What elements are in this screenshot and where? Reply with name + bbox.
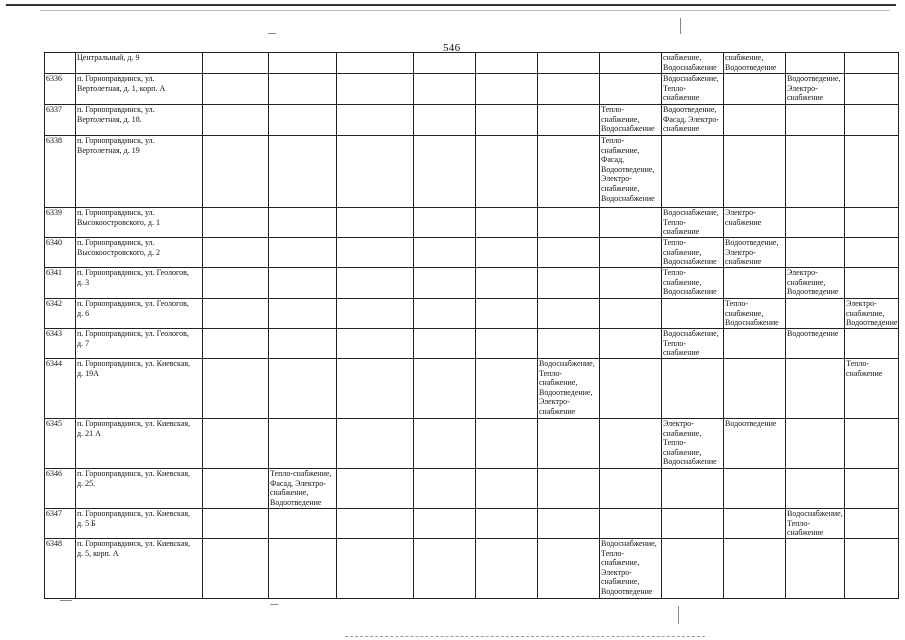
row-number: 6346 [45, 469, 76, 509]
work-type-cell [203, 509, 269, 539]
address-cell: Центральный, д. 9 [76, 53, 203, 74]
work-type-cell [845, 136, 899, 208]
work-type-cell: Водоснабжение, Тепло- снабжение [787, 509, 843, 538]
work-type-cell [337, 539, 414, 599]
work-type-cell [724, 268, 786, 299]
work-type-cell [845, 238, 899, 268]
work-type-cell [845, 208, 899, 238]
work-type-cell [269, 539, 337, 599]
work-type-cell [414, 74, 476, 105]
work-type-cell [600, 208, 662, 238]
table-row [45, 539, 899, 599]
work-type-cell [476, 359, 538, 419]
address-cell: п. Горноправдинск, ул. Геологов, д. 6 [76, 299, 203, 329]
work-type-cell [845, 469, 899, 509]
address-cell: п. Горноправдинск, ул. Киевская, д. 21 А [76, 419, 203, 469]
work-type-cell [786, 299, 845, 329]
work-type-cell [538, 509, 600, 539]
work-type-cell [845, 419, 899, 469]
work-type-cell [476, 74, 538, 105]
row-number: 6342 [45, 299, 76, 329]
work-type-cell: Электро- снабжение, Водоотведение [846, 299, 898, 328]
work-type-cell [269, 74, 337, 105]
work-type-cell [414, 419, 476, 469]
work-type-cell [600, 329, 662, 359]
work-type-cell [269, 105, 337, 136]
work-type-cell [662, 136, 724, 208]
work-type-cell [724, 74, 786, 105]
row-number: 6339 [45, 208, 76, 238]
work-type-cell [600, 419, 662, 469]
work-type-cell [337, 268, 414, 299]
work-type-cell [786, 238, 845, 268]
work-type-cell [724, 136, 786, 208]
work-type-cell: Водоснабжение, Тепло- снабжение [662, 74, 724, 105]
address-cell: п. Горноправдинск, ул. Высокоостровского, д. 1 [76, 208, 203, 238]
work-type-cell [414, 136, 476, 208]
work-type-cell [337, 136, 414, 208]
work-type-cell [476, 539, 538, 599]
row-number: 6344 [45, 359, 76, 419]
address-cell: п. Горноправдинск, ул. Геологов, д. 3 [76, 268, 203, 299]
work-type-cell [337, 359, 414, 419]
work-type-cell [538, 268, 600, 299]
work-type-cell [414, 208, 476, 238]
address-cell: п. Горноправдинск, ул. Высокоостровского, д. 2 [76, 238, 203, 268]
table-row [45, 208, 899, 238]
work-type-cell [203, 419, 269, 469]
work-type-cell [337, 469, 414, 509]
work-type-cell [476, 419, 538, 469]
work-type-cell [786, 419, 845, 469]
work-type-cell [600, 359, 662, 419]
work-type-cell [786, 359, 845, 419]
address-cell: п. Горноправдинск, ул. Киевская, д. 5 Б [76, 509, 203, 539]
work-type-cell [203, 268, 269, 299]
work-type-cell: снабжение, Водоснабжение [662, 53, 724, 74]
address-cell: п. Горноправдинск, ул. Киевская, д. 25. [76, 469, 203, 509]
work-type-cell [845, 509, 899, 539]
work-type-cell: Тепло- снабжение, Фасад, Водоотведение, Электро- снабжение, Водоснабжение [600, 136, 662, 208]
work-type-cell [414, 299, 476, 329]
address-cell: п. Горноправдинск, ул. Геологов, д. 7 [76, 329, 203, 359]
work-type-cell: Водоотведение [724, 419, 786, 469]
work-type-cell [538, 419, 600, 469]
work-type-cell [269, 329, 337, 359]
work-type-cell [203, 136, 269, 208]
top-thin-line [40, 10, 890, 11]
work-type-cell: Водоснабжение, Тепло- снабжение, Водоотведение, Электро- снабжение [538, 359, 600, 419]
work-type-cell [337, 509, 414, 539]
table-row [45, 53, 899, 74]
scan-artifact [268, 33, 276, 34]
work-type-cell [269, 419, 337, 469]
work-type-cell: Тепло-снабжение, Фасад, Электро- снабжение, Водоотведение [269, 469, 337, 509]
work-type-cell [269, 509, 337, 539]
work-type-cell [538, 53, 600, 74]
scan-artifact [60, 600, 72, 601]
row-number: 6338 [45, 136, 76, 208]
work-type-cell [269, 268, 337, 299]
work-type-cell [724, 105, 786, 136]
work-type-cell [538, 469, 600, 509]
work-type-cell [600, 238, 662, 268]
work-type-cell [269, 136, 337, 208]
work-type-cell [414, 329, 476, 359]
work-type-cell [786, 136, 845, 208]
work-type-cell [269, 53, 337, 74]
table-row [45, 74, 899, 105]
row-number: 6341 [45, 268, 76, 299]
work-type-cell [203, 238, 269, 268]
work-type-cell [724, 329, 786, 359]
scan-artifact [270, 604, 278, 605]
bottom-dashed-line [345, 636, 705, 638]
work-type-cell [662, 299, 724, 329]
work-type-cell [337, 53, 414, 74]
table-row [45, 136, 899, 208]
work-type-cell [538, 539, 600, 599]
work-type-cell [845, 74, 899, 105]
work-type-cell [600, 74, 662, 105]
work-type-cell [476, 299, 538, 329]
work-type-cell [538, 105, 600, 136]
address-cell: п. Горноправдинск, ул. Вертолетная, д. 1, корп. А [76, 74, 203, 105]
work-type-cell [538, 136, 600, 208]
table-body [45, 53, 899, 599]
work-type-cell [476, 509, 538, 539]
work-type-cell [269, 238, 337, 268]
work-type-cell [269, 299, 337, 329]
work-type-cell [203, 299, 269, 329]
work-type-cell [203, 208, 269, 238]
work-type-cell [414, 53, 476, 74]
table-row [45, 268, 899, 299]
work-type-cell: Водоотведение, Фасад, Электро- снабжение [662, 105, 724, 136]
work-type-cell [476, 238, 538, 268]
work-type-cell [600, 53, 662, 74]
work-type-cell [538, 329, 600, 359]
work-type-cell [786, 208, 845, 238]
work-type-cell: Электро- снабжение, Тепло- снабжение, Водоснабжение [662, 419, 724, 469]
work-type-cell: Электро- снабжение, Водоотведение [786, 268, 845, 299]
address-cell: п. Горноправдинск, ул. Киевская, д. 19А [76, 359, 203, 419]
work-type-cell: Водоотведение [786, 329, 845, 359]
work-type-cell [337, 238, 414, 268]
work-type-cell [337, 329, 414, 359]
work-type-cell [538, 238, 600, 268]
work-type-cell [414, 359, 476, 419]
work-type-cell [203, 469, 269, 509]
row-number: 6336 [45, 74, 76, 105]
work-type-cell [337, 105, 414, 136]
work-type-cell: Водоснабжение, Тепло- снабжение, Электро- снабжение, Водоотведение [600, 539, 662, 599]
row-number [45, 53, 76, 74]
work-type-cell: Водоотведение, Электро- снабжение [724, 238, 786, 268]
work-type-cell [845, 53, 899, 74]
work-type-cell [786, 105, 845, 136]
address-cell: п. Горноправдинск, ул. Киевская, д. 5, корп. А [76, 539, 203, 599]
work-type-cell [203, 53, 269, 74]
work-type-cell: снабжение, Водоотведение [724, 53, 786, 74]
row-number: 6347 [45, 509, 76, 539]
repair-schedule-table [44, 52, 899, 599]
work-type-cell [538, 74, 600, 105]
table-row [45, 419, 899, 469]
work-type-cell [476, 136, 538, 208]
work-type-cell [476, 208, 538, 238]
work-type-cell [600, 268, 662, 299]
scan-artifact [680, 18, 681, 34]
row-number: 6348 [45, 539, 76, 599]
work-type-cell [337, 299, 414, 329]
work-type-cell [662, 509, 724, 539]
work-type-cell [476, 105, 538, 136]
work-type-cell [203, 74, 269, 105]
work-type-cell [845, 539, 899, 599]
work-type-cell [414, 238, 476, 268]
work-type-cell: Тепло- снабжение, Водоснабжение [600, 105, 662, 136]
work-type-cell: Водоотведение, Электро- снабжение [786, 74, 845, 105]
work-type-cell [724, 509, 786, 539]
scan-artifact [678, 606, 679, 624]
top-border-line [6, 4, 896, 6]
table-row [45, 238, 899, 268]
work-type-cell [662, 539, 724, 599]
work-type-cell [203, 539, 269, 599]
work-type-cell [600, 509, 662, 539]
work-type-cell [414, 105, 476, 136]
work-type-cell [414, 509, 476, 539]
work-type-cell [337, 208, 414, 238]
table-row [45, 105, 899, 136]
address-cell: п. Горноправдинск, ул. Вертолетная, д. 18. [76, 105, 203, 136]
work-type-cell [600, 299, 662, 329]
work-type-cell [476, 53, 538, 74]
work-type-cell: Электро- снабжение [724, 208, 786, 238]
work-type-cell [337, 74, 414, 105]
work-type-cell [786, 469, 845, 509]
row-number: 6340 [45, 238, 76, 268]
table-row [45, 469, 899, 509]
work-type-cell [476, 469, 538, 509]
work-type-cell [538, 208, 600, 238]
table-row [45, 329, 899, 359]
work-type-cell [845, 105, 899, 136]
page-number: 546 [443, 42, 461, 54]
work-type-cell [203, 105, 269, 136]
work-type-cell [845, 329, 899, 359]
work-type-cell: Тепло- снабжение, Водоснабжение [662, 238, 724, 268]
work-type-cell [786, 53, 845, 74]
row-number: 6345 [45, 419, 76, 469]
work-type-cell: Тепло- снабжение, Водоснабжение [662, 268, 724, 299]
table-row [45, 509, 899, 539]
work-type-cell [845, 268, 899, 299]
work-type-cell: Тепло- снабжение [845, 359, 899, 419]
work-type-cell [786, 539, 845, 599]
work-type-cell [724, 359, 786, 419]
work-type-cell [414, 469, 476, 509]
work-type-cell: Водоснабжение, Тепло- снабжение [662, 208, 724, 238]
work-type-cell [662, 469, 724, 509]
work-type-cell [476, 329, 538, 359]
work-type-cell [724, 469, 786, 509]
work-type-cell: Водоснабжение, Тепло- снабжение [662, 329, 724, 359]
address-cell: п. Горноправдинск, ул. Вертолетная, д. 19 [76, 136, 203, 208]
table-row [45, 359, 899, 419]
work-type-cell [414, 268, 476, 299]
work-type-cell [600, 469, 662, 509]
work-type-cell [269, 208, 337, 238]
work-type-cell [662, 359, 724, 419]
work-type-cell [337, 419, 414, 469]
work-type-cell [724, 539, 786, 599]
work-type-cell [269, 359, 337, 419]
table-row [45, 299, 899, 329]
work-type-cell: Тепло- снабжение, Водоснабжение [724, 299, 786, 329]
work-type-cell [476, 268, 538, 299]
work-type-cell [203, 359, 269, 419]
work-type-cell [538, 299, 600, 329]
row-number: 6343 [45, 329, 76, 359]
work-type-cell [203, 329, 269, 359]
work-type-cell [414, 539, 476, 599]
row-number: 6337 [45, 105, 76, 136]
